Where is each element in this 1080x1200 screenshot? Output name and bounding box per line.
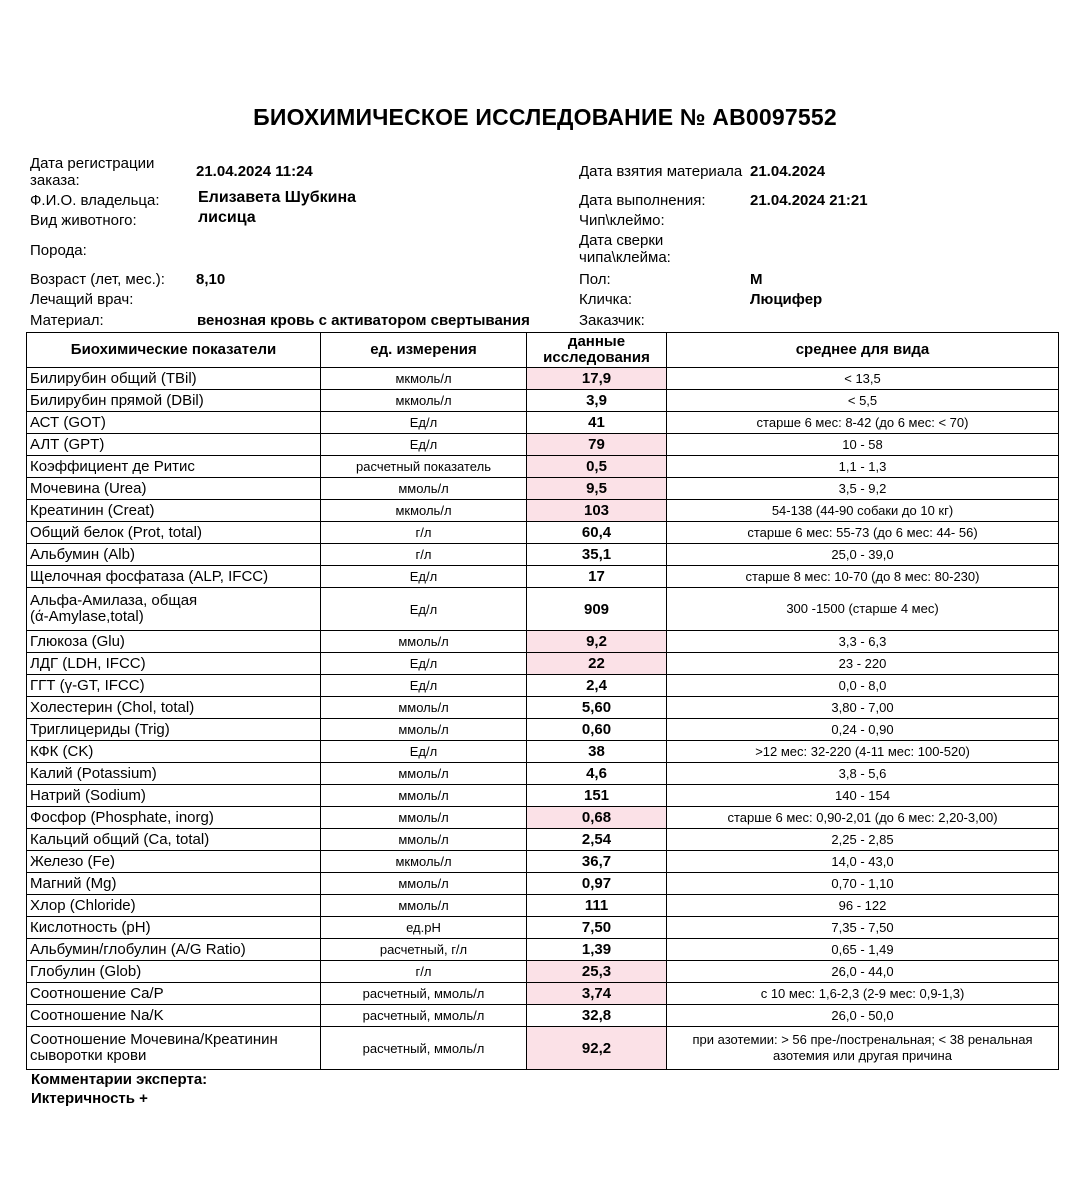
results-body — [27, 368, 1059, 1070]
reference-line: при азотемии: > 56 пре-/постренальная; < 38 ренальная — [692, 1032, 1033, 1047]
result-value: 32,8 — [527, 1005, 667, 1027]
reference-range — [667, 390, 1059, 412]
unit-cell: ммоль/л — [321, 785, 527, 807]
reference-range — [667, 785, 1059, 807]
parameter-name — [27, 741, 321, 763]
breed-label: Порода: — [30, 242, 87, 259]
unit-cell: ммоль/л — [321, 763, 527, 785]
reference-line: старше 6 мес: 55-73 (до 6 мес: 44- 56) — [747, 525, 978, 540]
reference-line: 23 - 220 — [838, 656, 887, 671]
reference-range — [667, 412, 1059, 434]
customer-label: Заказчик: — [579, 312, 645, 329]
unit-cell: ммоль/л — [321, 719, 527, 741]
parameter-name-line: Кислотность (pH) — [30, 919, 151, 936]
table-row — [27, 588, 1059, 631]
reference-line: >12 мес: 32-220 (4-11 мес: 100-520) — [755, 744, 970, 759]
unit-cell: мкмоль/л — [321, 390, 527, 412]
parameter-name — [27, 785, 321, 807]
unit-cell: Ед/л — [321, 653, 527, 675]
reference-line: 26,0 - 44,0 — [831, 964, 894, 979]
table-row — [27, 851, 1059, 873]
unit-cell: ммоль/л — [321, 873, 527, 895]
table-row — [27, 763, 1059, 785]
material-label: Материал: — [30, 312, 104, 329]
parameter-name — [27, 653, 321, 675]
unit-cell: г/л — [321, 961, 527, 983]
reference-range — [667, 807, 1059, 829]
result-value: 0,97 — [527, 873, 667, 895]
reference-range — [667, 500, 1059, 522]
parameter-name — [27, 763, 321, 785]
reference-range — [667, 763, 1059, 785]
header-reference: среднее для вида — [667, 333, 1059, 368]
unit-cell: г/л — [321, 522, 527, 544]
result-value: 35,1 — [527, 544, 667, 566]
parameter-name — [27, 961, 321, 983]
table-row — [27, 697, 1059, 719]
parameter-name-line: Хлор (Chloride) — [30, 897, 136, 914]
order-info — [0, 0, 1080, 330]
parameter-name — [27, 917, 321, 939]
unit-cell: ммоль/л — [321, 829, 527, 851]
parameter-name-line: Фосфор (Phosphate, inorg) — [30, 809, 214, 826]
reference-line: < 13,5 — [844, 371, 881, 386]
parameter-name-line: Билирубин общий (TBil) — [30, 370, 197, 387]
parameter-name — [27, 588, 321, 631]
result-value: 4,6 — [527, 763, 667, 785]
expert-comment-text: Иктеричность + — [31, 1090, 148, 1107]
parameter-name-line: сыворотки крови — [30, 1047, 147, 1064]
result-value-flagged: 3,74 — [527, 983, 667, 1005]
reference-line: 10 - 58 — [842, 437, 883, 452]
reference-range — [667, 939, 1059, 961]
done-date-label: Дата выполнения: — [579, 192, 706, 209]
table-row — [27, 390, 1059, 412]
table-row — [27, 983, 1059, 1005]
reference-line: 140 - 154 — [835, 788, 890, 803]
unit-cell: расчетный, ммоль/л — [321, 1027, 527, 1070]
unit-cell: Ед/л — [321, 566, 527, 588]
table-row — [27, 675, 1059, 697]
parameter-name-line: Натрий (Sodium) — [30, 787, 146, 804]
result-value-flagged: 9,2 — [527, 631, 667, 653]
header-unit: ед. измерения — [321, 333, 527, 368]
reference-line: 96 - 122 — [838, 898, 887, 913]
parameter-name-line: Глюкоза (Glu) — [30, 633, 125, 650]
result-value-flagged: 79 — [527, 434, 667, 456]
table-row — [27, 939, 1059, 961]
reg-date-label: Дата регистрации заказа: — [30, 155, 155, 189]
parameter-name-line: Альфа-Амилаза, общая — [30, 592, 198, 609]
result-value: 1,39 — [527, 939, 667, 961]
unit-cell: Ед/л — [321, 588, 527, 631]
unit-cell: ммоль/л — [321, 478, 527, 500]
parameter-name-line: Альбумин (Alb) — [30, 546, 135, 563]
unit-cell: расчетный показатель — [321, 456, 527, 478]
result-value: 2,4 — [527, 675, 667, 697]
reference-line: 3,5 - 9,2 — [838, 481, 887, 496]
reference-range — [667, 368, 1059, 390]
reference-line: 3,80 - 7,00 — [831, 700, 894, 715]
reference-line: 7,35 - 7,50 — [831, 920, 894, 935]
sample-date-label: Дата взятия материала — [579, 163, 743, 180]
parameter-name — [27, 566, 321, 588]
parameter-name — [27, 829, 321, 851]
parameter-name-line: Глобулин (Glob) — [30, 963, 142, 980]
reference-line: 3,8 - 5,6 — [838, 766, 887, 781]
reference-range — [667, 588, 1059, 631]
parameter-name — [27, 675, 321, 697]
result-value-flagged: 9,5 — [527, 478, 667, 500]
parameter-name-line: (ά-Amylase,total) — [30, 608, 144, 625]
reference-range — [667, 434, 1059, 456]
result-value: 111 — [527, 895, 667, 917]
parameter-name — [27, 873, 321, 895]
reference-range — [667, 961, 1059, 983]
unit-cell: мкмоль/л — [321, 368, 527, 390]
reference-line: 0,24 - 0,90 — [831, 722, 894, 737]
reference-range — [667, 675, 1059, 697]
table-row — [27, 456, 1059, 478]
reference-line: с 10 мес: 1,6-2,3 (2-9 мес: 0,9-1,3) — [760, 986, 965, 1001]
parameter-name-line: ГГТ (γ-GT, IFCC) — [30, 677, 145, 694]
table-row — [27, 653, 1059, 675]
reference-line: 300 -1500 (старше 4 мес) — [786, 601, 939, 616]
result-value: 60,4 — [527, 522, 667, 544]
result-value: 0,60 — [527, 719, 667, 741]
nickname-value: Люцифер — [750, 291, 823, 308]
parameter-name-line: Магний (Mg) — [30, 875, 117, 892]
parameter-name — [27, 1005, 321, 1027]
unit-cell: Ед/л — [321, 741, 527, 763]
parameter-name — [27, 478, 321, 500]
nickname-label: Кличка: — [579, 291, 633, 308]
table-row — [27, 522, 1059, 544]
table-row — [27, 368, 1059, 390]
reference-line: < 5,5 — [847, 393, 878, 408]
parameter-name-line: Мочевина (Urea) — [30, 480, 147, 497]
reference-range — [667, 456, 1059, 478]
table-row — [27, 434, 1059, 456]
species-value: лисица — [198, 209, 256, 226]
material-value: венозная кровь с активатором свертывания — [197, 312, 530, 329]
owner-label: Ф.И.О. владельца: — [30, 192, 160, 209]
reference-line: 1,1 - 1,3 — [838, 459, 887, 474]
result-value-flagged: 103 — [527, 500, 667, 522]
reference-line: старше 8 мес: 10-70 (до 8 мес: 80-230) — [745, 569, 980, 584]
reference-line: 0,0 - 8,0 — [838, 678, 887, 693]
reference-range — [667, 1027, 1059, 1070]
result-value-flagged: 17,9 — [527, 368, 667, 390]
result-value-flagged: 25,3 — [527, 961, 667, 983]
reference-range — [667, 631, 1059, 653]
reference-line: 26,0 - 50,0 — [831, 1008, 894, 1023]
result-value-flagged: 0,68 — [527, 807, 667, 829]
table-row — [27, 719, 1059, 741]
table-row — [27, 785, 1059, 807]
result-value: 7,50 — [527, 917, 667, 939]
table-row — [27, 1005, 1059, 1027]
unit-cell: Ед/л — [321, 434, 527, 456]
parameter-name — [27, 895, 321, 917]
expert-comments-label: Комментарии эксперта: — [31, 1071, 208, 1088]
result-value: 909 — [527, 588, 667, 631]
parameter-name — [27, 851, 321, 873]
parameter-name — [27, 544, 321, 566]
reference-range — [667, 719, 1059, 741]
table-row — [27, 500, 1059, 522]
parameter-name-line: Железо (Fe) — [30, 853, 115, 870]
table-row — [27, 412, 1059, 434]
parameter-name — [27, 412, 321, 434]
result-value: 3,9 — [527, 390, 667, 412]
table-row — [27, 566, 1059, 588]
result-value-flagged: 22 — [527, 653, 667, 675]
parameter-name — [27, 1027, 321, 1070]
reference-line: 2,25 - 2,85 — [831, 832, 894, 847]
reference-range — [667, 895, 1059, 917]
reference-line: старше 6 мес: 0,90-2,01 (до 6 мес: 2,20-3,00) — [727, 810, 998, 825]
chip-check-label: Дата сверки чипа\клейма: — [579, 232, 671, 266]
reference-line: 54-138 (44-90 собаки до 10 кг) — [771, 503, 954, 518]
parameter-name — [27, 500, 321, 522]
page-title: БИОХИМИЧЕСКОЕ ИССЛЕДОВАНИЕ № AB0097552 — [253, 104, 837, 130]
result-value: 36,7 — [527, 851, 667, 873]
parameter-name — [27, 631, 321, 653]
reference-line: 25,0 - 39,0 — [831, 547, 894, 562]
parameter-name-line: АСТ (GOT) — [30, 414, 106, 431]
reference-range — [667, 1005, 1059, 1027]
table-row — [27, 544, 1059, 566]
parameter-name-line: Соотношение Мочевина/Креатинин — [30, 1031, 278, 1048]
unit-cell: ед.pH — [321, 917, 527, 939]
parameter-name-line: Соотношение Na/K — [30, 1007, 164, 1024]
parameter-name-line: Соотношение Ca/P — [30, 985, 164, 1002]
parameter-name-line: Билирубин прямой (DBil) — [30, 392, 204, 409]
table-row — [27, 1027, 1059, 1070]
result-value: 17 — [527, 566, 667, 588]
result-value: 41 — [527, 412, 667, 434]
reg-date-value: 21.04.2024 11:24 — [196, 163, 313, 180]
parameter-name-line: Триглицериды (Trig) — [30, 721, 170, 738]
unit-cell: ммоль/л — [321, 807, 527, 829]
table-row — [27, 807, 1059, 829]
reference-range — [667, 851, 1059, 873]
parameter-name-line: Креатинин (Creat) — [30, 502, 155, 519]
reference-range — [667, 566, 1059, 588]
unit-cell: г/л — [321, 544, 527, 566]
reference-range — [667, 478, 1059, 500]
reference-range — [667, 697, 1059, 719]
parameter-name — [27, 807, 321, 829]
unit-cell: мкмоль/л — [321, 851, 527, 873]
result-value-flagged: 0,5 — [527, 456, 667, 478]
table-row — [27, 478, 1059, 500]
unit-cell: ммоль/л — [321, 631, 527, 653]
header-result: данные исследования — [527, 333, 667, 368]
reference-line: 0,65 - 1,49 — [831, 942, 894, 957]
sex-label: Пол: — [579, 271, 611, 288]
table-header-row — [27, 333, 1059, 368]
reference-range — [667, 983, 1059, 1005]
result-value: 5,60 — [527, 697, 667, 719]
parameter-name-line: Альбумин/глобулин (A/G Ratio) — [30, 941, 246, 958]
table-row — [27, 895, 1059, 917]
unit-cell: ммоль/л — [321, 895, 527, 917]
parameter-name — [27, 697, 321, 719]
unit-cell: Ед/л — [321, 675, 527, 697]
sex-value: М — [750, 271, 763, 288]
reference-line: азотемия или другая причина — [773, 1048, 952, 1063]
result-value: 38 — [527, 741, 667, 763]
parameter-name-line: Общий белок (Prot, total) — [30, 524, 202, 541]
reference-range — [667, 741, 1059, 763]
age-value: 8,10 — [196, 271, 226, 288]
done-date-value: 21.04.2024 21:21 — [750, 192, 868, 209]
result-value: 151 — [527, 785, 667, 807]
parameter-name-line: Кальций общий (Ca, total) — [30, 831, 210, 848]
parameter-name-line: ЛДГ (LDH, IFCC) — [30, 655, 146, 672]
reference-range — [667, 653, 1059, 675]
parameter-name-line: КФК (CK) — [30, 743, 94, 760]
species-label: Вид животного: — [30, 212, 137, 229]
reference-range — [667, 544, 1059, 566]
parameter-name-line: Щелочная фосфатаза (ALP, IFCC) — [30, 568, 269, 585]
doctor-label: Лечащий врач: — [30, 291, 134, 308]
unit-cell: мкмоль/л — [321, 500, 527, 522]
chip-label: Чип\клеймо: — [579, 212, 665, 229]
parameter-name — [27, 456, 321, 478]
table-row — [27, 829, 1059, 851]
owner-value: Елизавета Шубкина — [198, 189, 357, 206]
parameter-name — [27, 719, 321, 741]
parameter-name — [27, 390, 321, 412]
unit-cell: Ед/л — [321, 412, 527, 434]
parameter-name — [27, 939, 321, 961]
table-row — [27, 917, 1059, 939]
reference-range — [667, 522, 1059, 544]
parameter-name-line: Калий (Potassium) — [30, 765, 157, 782]
table-row — [27, 961, 1059, 983]
table-row — [27, 741, 1059, 763]
parameter-name-line: Коэффициент де Ритис — [30, 458, 195, 475]
results-table — [26, 332, 1059, 1070]
reference-line: 3,3 - 6,3 — [838, 634, 887, 649]
reference-line: 14,0 - 43,0 — [831, 854, 894, 869]
unit-cell: расчетный, ммоль/л — [321, 983, 527, 1005]
table-row — [27, 873, 1059, 895]
unit-cell: ммоль/л — [321, 697, 527, 719]
reference-line: старше 6 мес: 8-42 (до 6 мес: < 70) — [756, 415, 969, 430]
parameter-name-line: АЛТ (GPT) — [30, 436, 105, 453]
sample-date-value: 21.04.2024 — [750, 163, 826, 180]
parameter-name-line: Холестерин (Chol, total) — [30, 699, 195, 716]
reference-range — [667, 829, 1059, 851]
reference-range — [667, 873, 1059, 895]
age-label: Возраст (лет, мес.): — [30, 271, 165, 288]
unit-cell: расчетный, г/л — [321, 939, 527, 961]
header-parameter: Биохимические показатели — [27, 333, 321, 368]
parameter-name — [27, 983, 321, 1005]
reference-range — [667, 917, 1059, 939]
result-value: 2,54 — [527, 829, 667, 851]
unit-cell: расчетный, ммоль/л — [321, 1005, 527, 1027]
table-row — [27, 631, 1059, 653]
parameter-name — [27, 368, 321, 390]
parameter-name — [27, 522, 321, 544]
result-value-flagged: 92,2 — [527, 1027, 667, 1070]
reference-line: 0,70 - 1,10 — [831, 876, 894, 891]
parameter-name — [27, 434, 321, 456]
